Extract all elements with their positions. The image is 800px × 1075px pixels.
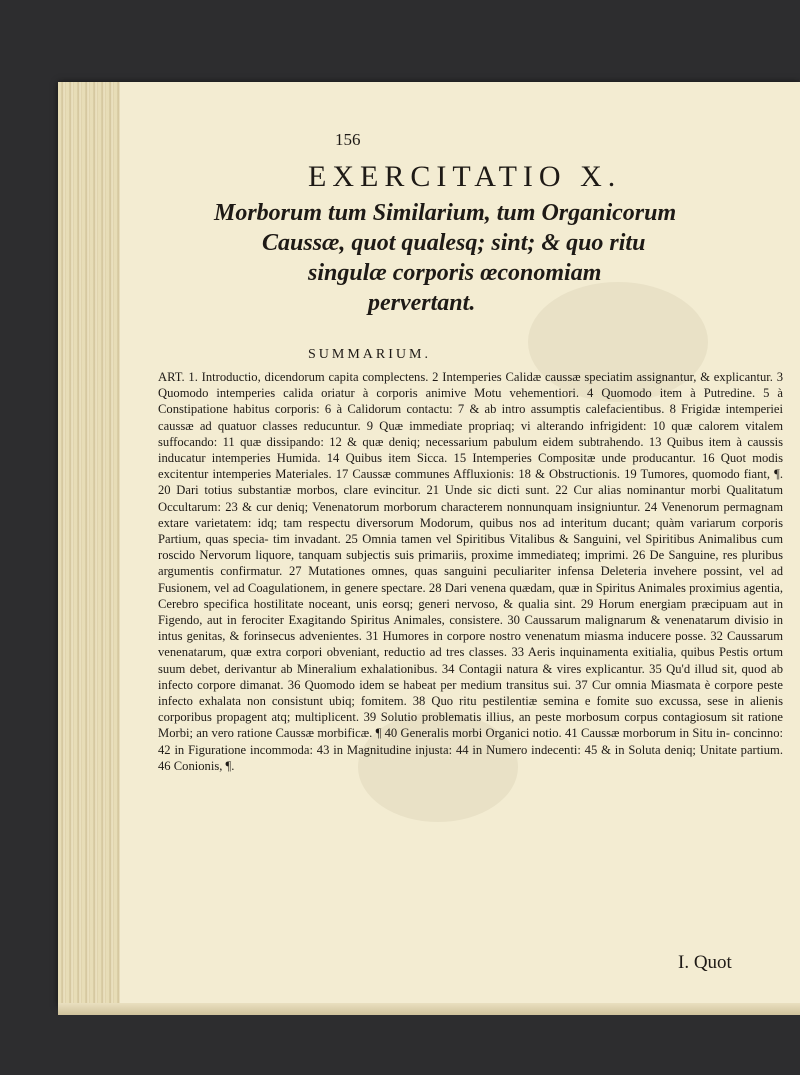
page-text bbox=[58, 82, 800, 1007]
exercitatio-heading bbox=[308, 160, 621, 194]
title-line: singulæ corporis œconomiam bbox=[308, 260, 602, 286]
page-bottom-edge bbox=[58, 1003, 800, 1015]
page-number: 156 bbox=[335, 130, 361, 149]
heading-text: EXERCITATIO X. bbox=[308, 160, 622, 193]
title-line: Morborum tum Similarium, tum Organicorum bbox=[214, 200, 677, 226]
book-page bbox=[58, 82, 800, 1007]
chapter-title bbox=[214, 198, 738, 318]
summarium-label: SUMMARIUM. bbox=[308, 347, 431, 362]
summary-body bbox=[158, 369, 783, 774]
catchword: I. Quot bbox=[678, 952, 732, 973]
title-line: Caussæ, quot qualesq; sint; & quo ritu bbox=[262, 230, 646, 256]
summary-paragraph: ART. 1. Introductio, dicendorum capita complectens. 2 Intemperies Calidæ caussæ speciatim assignantur, & explicantur. 3 Quomodo intemperies calida oriatur à corporis animive Motu vehementiori. 4 Quomodo item à Putredine. 5 à Constipatione habitus corporis: 6 à Calidorum contactu: 7 & ab intro assumptis calefacientibus. 8 Frigidæ intemperiei caussæ ad quatuor classes reducuntur. 9 Quæ immediate propriaq; vi alterando infrigident: 10 quæ calorem vitalem suffocando: 11 quæ dissipando: 12 & quæ deniq; necessarium pabulum eidem subtrahendo. 13 Quibus item à caussis inducatur intemperies Humida. 14 Quibus item Sicca. 15 Intemperies Compositæ unde producantur. 16 Quot modis excitentur intemperies Materiales. 17 Caussæ communes Affluxionis: 18 & Obstructionis. 19 Tumores, quomodo fiant, ¶. 20 Dari totius substantiæ morbos, clare evincitur. 21 Unde sic dicti sunt. 22 Cur alias nominantur morbi Qualitatum Occultarum: 23 & cur deniq; Venenatorum morborum characterem nonnunquam insigniuntur. 24 Venenorum permagnam extare varietatem: idq; tam respectu diversorum Modorum, quibus nos ad interitum ducant; quàm variarum corporis Partium, quas specia- tim invadant. 25 Omnia tamen vel Spiritibus Vitalibus & Sanguini, vel Spiritibus Animalibus cum roscido Nervorum liquore, tanquam subjectis suis primariis, proxime immediateq; imprimi. 26 De Sanguine, res pluribus argumentis confirmatur. 27 Mutationes omnes, quas sanguini peculiariter infensa Deleteria invehere possint, vel ad Fusionem, vel ad Coagulationem, in genere spectare. 28 Dari venena quædam, quæ in Spiritus Animales proximius agentia, Cerebro specifica hostilitate noceant, unis eorsq; generi nervoso, & qualia sint. 29 Horum energiam præcipuam aut in Figendo, aut in ferociter Exagitando Spiritus Animales, consistere. 30 Caussarum malignarum & venenatarum divisio in intus genitas, & forinsecus advenientes. 31 Humores in corpore nostro venenatum miasma inducere posse. 32 Caussarum venenatarum, quæ extra corpori obveniant, reductio ad tres classes. 33 Aeris inquinamenta exitialia, quibus Pestis ortum suum debet, derivantur ab Mineralium exhalationibus. 34 Contagii natura & vires explicantur. 35 Qu'd illud sit, quod ab infecto corpore dimanat. 36 Quomodo idem se habeat per medium transitus sui. 37 Cur omnia Miasmata è corpore peste infecto exhalata non consistunt ubiq; fomitem. 38 Quo ritu pestilentiæ semina e fomite suo excussa, sese in alienis corporibus propagent atq; multiplicent. 39 Solutio problematis illius, an peste morbosum corpus contagiosum sit ratione Morbi; an vero ratione Caussæ morbificæ. ¶ 40 Generalis morbi Organici notio. 41 Caussæ morborum in Situ in- concinno: 42 in Figuratione incommoda: 43 in Magnitudine injusta: 44 in Numero indecenti: 45 & in Soluta deniq; Unitate partium. 46 Conionis, ¶. bbox=[158, 370, 783, 773]
title-line: pervertant. bbox=[368, 290, 476, 316]
